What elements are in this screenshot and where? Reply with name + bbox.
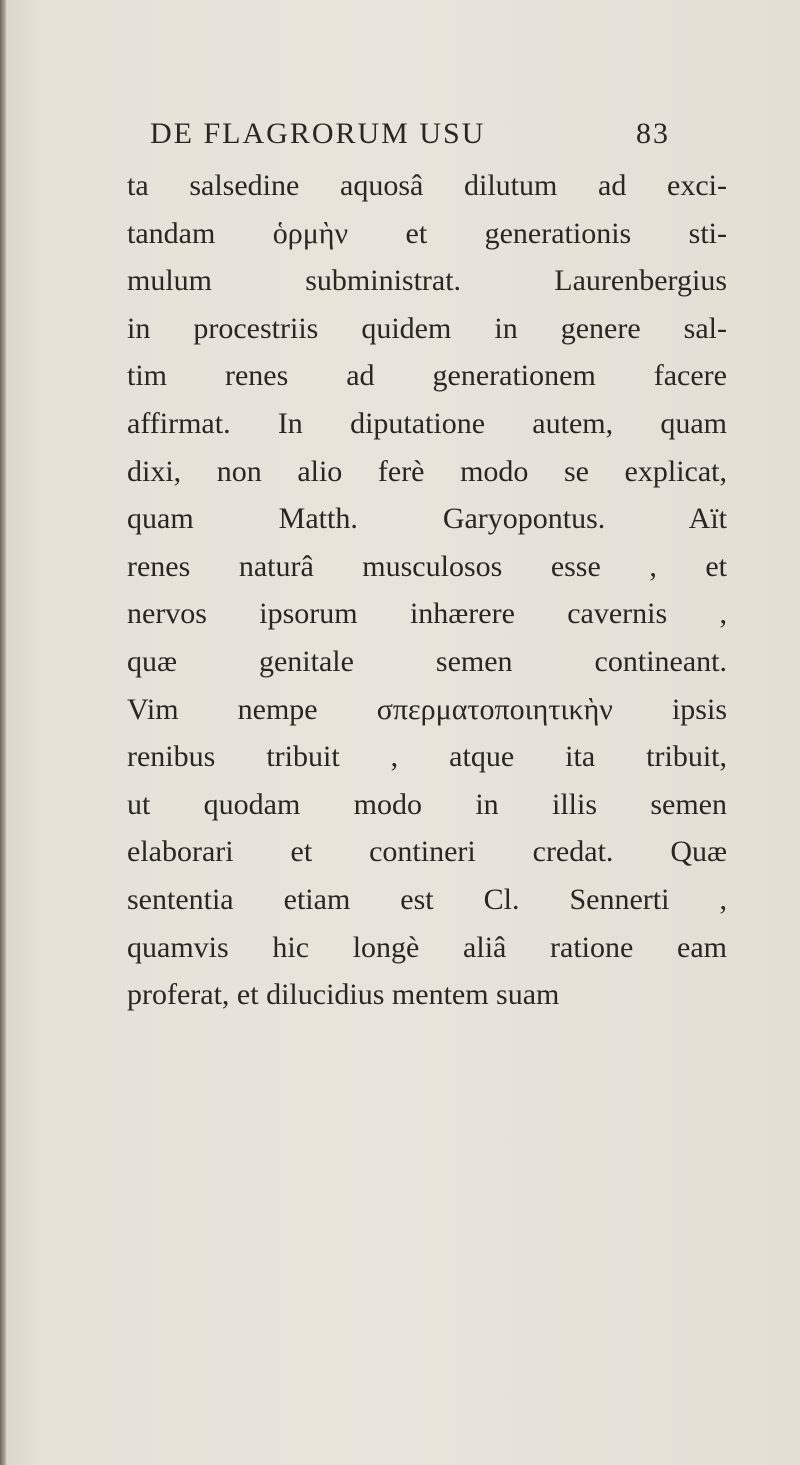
text-line: proferat, et dilucidius mentem suam	[127, 978, 560, 1012]
text-line: tandam ὁρμὴν et generationis sti-	[127, 216, 727, 250]
body-text	[127, 162, 727, 1019]
text-line: mulum subministrat. Laurenbergius	[127, 264, 727, 298]
text-line: tim renes ad generationem facere	[127, 359, 727, 393]
text-line: dixi, non alio ferè modo se explicat,	[127, 454, 727, 488]
text-line: affirmat. In diputatione autem, quam	[127, 406, 727, 440]
text-line: quamvis hic longè aliâ ratione eam	[127, 930, 727, 964]
text-line: Vim nempe σπερματοποιητικὴν ipsis	[127, 692, 727, 726]
text-line: renes naturâ musculosos esse , et	[127, 549, 727, 583]
text-line: ut quodam modo in illis semen	[127, 787, 727, 821]
text-line: in procestriis quidem in genere sal-	[127, 311, 727, 345]
text-line: ta salsedine aquosâ dilutum ad exci-	[127, 169, 727, 202]
text-line: quæ genitale semen contineant.	[127, 644, 727, 678]
page-binding-edge	[0, 0, 6, 1465]
running-head-title: DE FLAGRORUM USU	[150, 117, 486, 150]
text-line: renibus tribuit , atque ita tribuit,	[127, 740, 727, 774]
running-head	[150, 117, 670, 161]
text-line: quam Matth. Garyopontus. Aït	[127, 502, 727, 536]
text-line: elaborari et contineri credat. Quæ	[127, 835, 727, 869]
text-line: sententia etiam est Cl. Sennerti ,	[127, 882, 727, 916]
page-number: 83	[636, 117, 670, 150]
text-line: nervos ipsorum inhærere cavernis ,	[127, 597, 727, 631]
